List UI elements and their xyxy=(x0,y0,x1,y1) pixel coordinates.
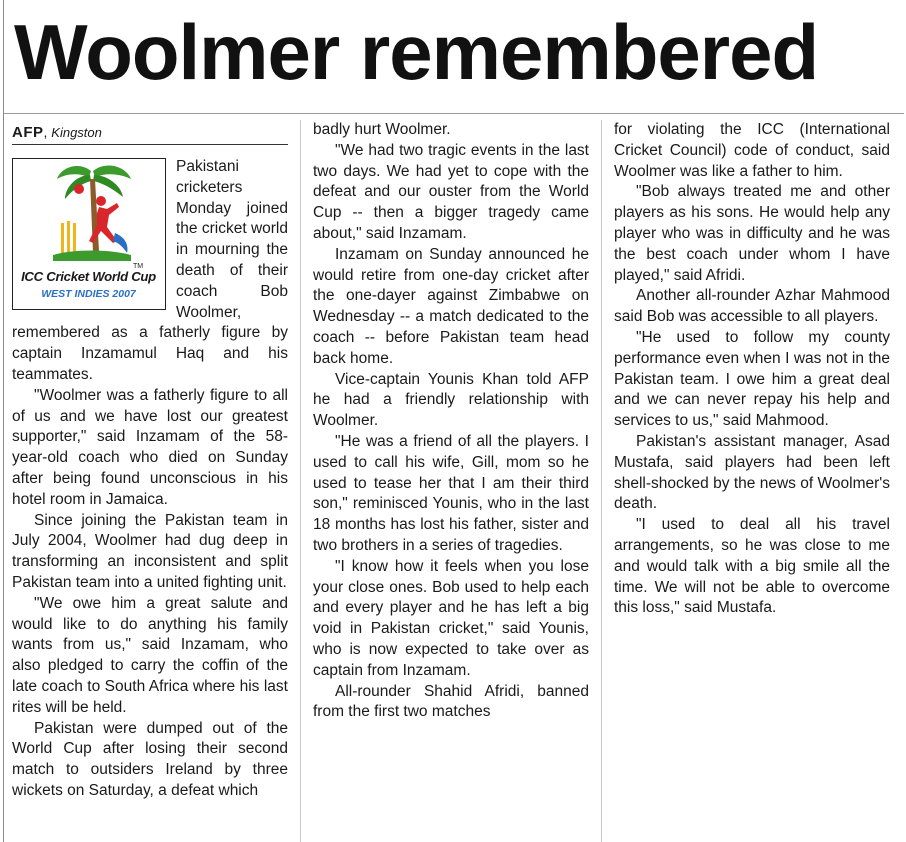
paragraph: Pakistan's assistant manager, Asad Mustafa, said players had been left shell-shocked by the news of Woolmer's death. xyxy=(614,432,890,513)
logo-title: ICC Cricket World Cup xyxy=(21,269,156,284)
paragraph: Inzamam on Sunday announced he would retire from one-day cricket after the one-dayer against Zimbabwe on Wednesday -- a match dedicated to the coach -- before Pakistan team head back home. xyxy=(313,245,589,367)
column-divider xyxy=(601,120,602,842)
column-divider xyxy=(300,120,301,842)
byline-place: Kingston xyxy=(51,125,102,140)
paragraph: for violating the ICC (International Cricket Council) code of conduct, said Woolmer was like a father to him. xyxy=(614,121,890,180)
article-column-3 xyxy=(614,120,890,619)
headline-rule xyxy=(4,113,904,114)
logo-subtitle: WEST INDIES 2007 xyxy=(41,288,136,300)
paragraph: "We had two tragic events in the last two days. We had yet to cope with the defeat and our ouster from the World Cup -- then a bigger tragedy came about," said Inzamam. xyxy=(313,141,589,242)
paragraph: "Woolmer was a fatherly figure to all of us and we have lost our greatest supporter," said Inzamam of the 58-year-old coach who died on Sunday after being found unconscious in his hotel room in Jamaica. xyxy=(12,386,288,508)
paragraph: "I used to deal all his travel arrangements, so he was close to me and would talk with a big smile all the time. We will not be able to overcome this loss," said Mustafa. xyxy=(614,516,890,617)
world-cup-logo xyxy=(12,158,166,310)
paragraph: "He was a friend of all the players. I used to call his wife, Gill, mom so he used to tease her that I am their third son," reminisced Younis, who in the last 18 months has lost his father, sister and two brothers in a series of tragedies. xyxy=(313,432,589,554)
byline-agency: AFP xyxy=(12,124,44,141)
paragraph: Pakistan were dumped out of the World Cup after losing their second match to outsiders Ireland by three wickets on Saturday, a defeat which xyxy=(12,719,288,799)
byline xyxy=(12,122,288,145)
byline-separator: , xyxy=(43,124,52,140)
paragraph: Vice-captain Younis Khan told AFP he had a friendly relationship with Woolmer. xyxy=(313,370,589,430)
headline: Woolmer remembered xyxy=(14,8,819,96)
paragraph: All-rounder Shahid Afridi, banned from the first two matches xyxy=(313,682,589,721)
paragraph: badly hurt Woolmer. xyxy=(313,121,451,138)
paragraph: "I know how it feels when you lose your close ones. Bob used to help each and every player and he has left a big void in Pakistan cricket," said Younis, who is now expected to take over as captain from Inzamam. xyxy=(313,557,589,679)
trademark-mark: TM xyxy=(133,263,144,270)
article-column-2 xyxy=(313,120,589,723)
paragraph: "He used to follow my county performance even when I was not in the Pakistan team. I owe him a great deal and we can never repay his help and services to us," said Mahmood. xyxy=(614,328,890,430)
paragraph: Since joining the Pakistan team in July 2004, Woolmer had dug deep in transforming an inconsistent and split Pakistan team into a united fighting unit. xyxy=(12,511,288,591)
article-column-1 xyxy=(12,122,288,802)
paragraph: Another all-rounder Azhar Mahmood said Bob was accessible to all players. xyxy=(614,287,890,326)
left-border xyxy=(3,0,4,842)
paragraph: Pakistani cricketers Monday joined the cricket world in mourning the death of their coach Bob Woolmer, remembered as a fatherly figure by captain Inzamamul Haq and his teammates. xyxy=(12,158,288,383)
cricket-player-logo-icon xyxy=(43,163,139,265)
paragraph: "Bob always treated me and other players as his sons. He would help any player who was in difficulty and he was the best coach under whom I have played," said Afridi. xyxy=(614,183,890,284)
paragraph: "We owe him a great salute and would like to do anything his family wants from us," said Inzamam, who also pledged to carry the coffin of the late coach to South Africa where his last rites will be held. xyxy=(12,594,288,716)
